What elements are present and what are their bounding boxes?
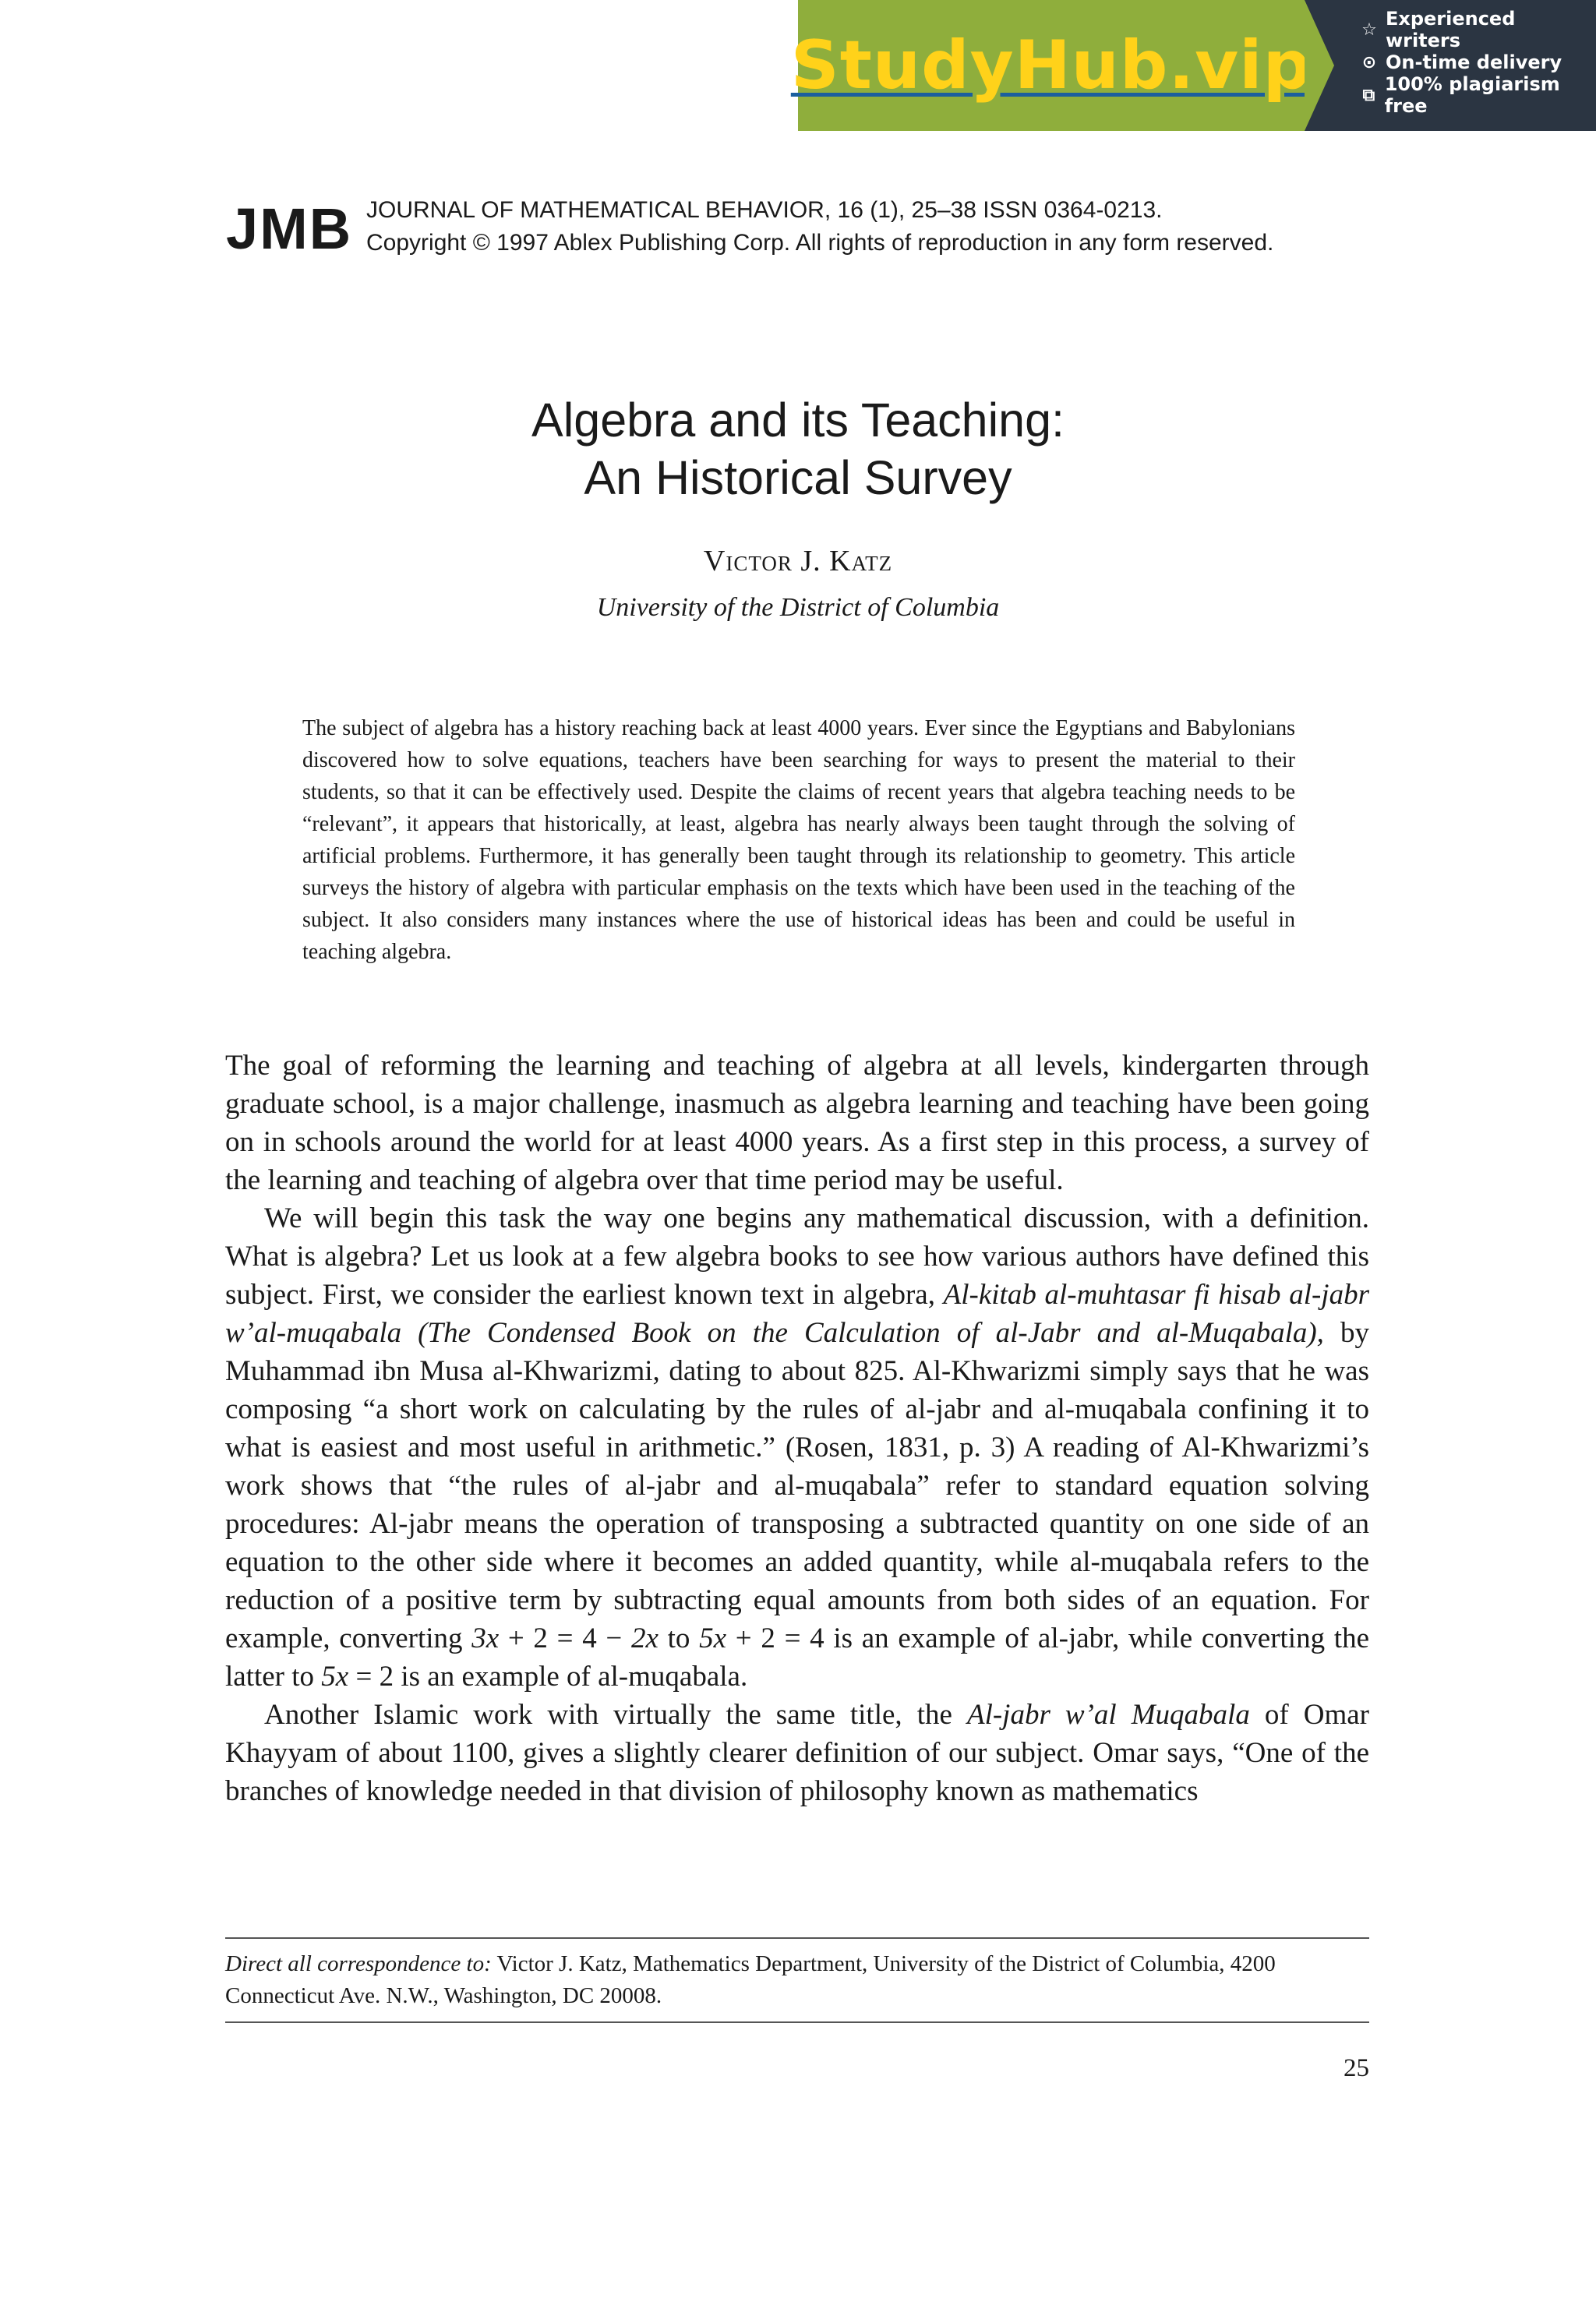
footnote-text: Victor J. Katz, Mathematics Department, University of the District of Columbia, 4200 Connecticut Ave. N.W., Washington, DC 20008. — [225, 1951, 1276, 2008]
banner-feature-plagiarism — [1361, 73, 1596, 117]
article-title-line-1: Algebra and its Teaching: — [531, 394, 1065, 447]
footnote-divider-top — [225, 1937, 1369, 1939]
footnote-divider-bottom — [225, 2021, 1369, 2023]
text-run: Another Islamic work with virtually the same title, the — [264, 1699, 967, 1731]
body-paragraph — [225, 1696, 1369, 1810]
footnote-lead: Direct all correspondence to: — [225, 1951, 492, 1976]
book-title: Al-kitab al-muhtasar fi hisab al-jabr w’al-muqabala (The Condensed Book on the Calculation of al-Jabr and al-Muqabala), — [225, 1279, 1369, 1349]
copy-icon: ⧉ — [1362, 85, 1375, 105]
author-affiliation: University of the District of Columbia — [596, 593, 1000, 622]
math-term: 3x — [471, 1622, 500, 1654]
banner-feature-delivery — [1361, 50, 1596, 75]
banner-feature-label: 100% plagiarism free — [1384, 73, 1560, 117]
text-run: of Omar Khayyam of about 1100, gives a slightly clearer definition of our subject. Omar says, “One of the branches of knowledge needed in that division of philosophy known as mathematics — [225, 1699, 1369, 1807]
star-outline-icon: ☆ — [1361, 19, 1377, 40]
brand-name: StudyHub.vip — [790, 26, 1312, 104]
article-body — [225, 1047, 1369, 1810]
math-term: 2x — [631, 1622, 659, 1654]
correspondence-footnote — [225, 1948, 1369, 2012]
text-run: + 2 = 4 is an example of al-jabr, while converting the latter to — [225, 1622, 1369, 1693]
body-paragraph: The goal of reforming the learning and teaching of algebra at all levels, kindergarten through graduate school, is a major challenge, inasmuch as algebra learning and teaching have been going on in schools around the world for at least 4000 years. As a first step in this process, a survey of the learning and teaching of algebra over that time period may be useful. — [225, 1050, 1369, 1196]
banner-feature-label: On-time delivery — [1386, 51, 1562, 73]
page-number: 25 — [1344, 2054, 1369, 2082]
banner-feature-writers — [1361, 8, 1596, 51]
book-title: Al-jabr w’al Muqabala — [966, 1699, 1250, 1731]
text-run: + 2 = 4 − — [499, 1622, 631, 1654]
journal-citation: JOURNAL OF MATHEMATICAL BEHAVIOR, 16 (1), 25–38 ISSN 0364-0213. — [366, 197, 1163, 223]
brand-logo[interactable] — [790, 0, 1312, 131]
text-run: to — [658, 1622, 700, 1654]
promo-banner[interactable] — [790, 0, 1596, 131]
text-run: = 2 is an example of al-muqabala. — [348, 1661, 748, 1693]
body-paragraph — [225, 1199, 1369, 1696]
banner-feature-label: Experienced writers — [1385, 8, 1516, 51]
text-run: We will begin this task the way one begins any mathematical discussion, with a definition. What is algebra? Let us look at a few algebra books to see how various authors have defined this subject. First, we consider the earliest known text in algebra, — [225, 1202, 1369, 1311]
journal-logo: JMB — [226, 196, 353, 261]
math-term: 5x — [321, 1661, 349, 1693]
abstract: The subject of algebra has a history reaching back at least 4000 years. Ever since the Egyptians and Babylonians discovered how to solve equations, teachers have been searching for ways to present the material to their students, so that it can be effectively used. Despite the claims of recent years that algebra teaching needs to be “relevant”, it appears that historically, at least, algebra has nearly always been taught through the solving of artificial problems. Furthermore, it has generally been taught through its relationship to geometry. This article surveys the history of algebra with particular emphasis on the texts which have been used in the teaching of the subject. It also considers many instances where the use of historical ideas has been and could be useful in teaching algebra. — [302, 716, 1295, 964]
clock-icon: ⊙ — [1361, 52, 1377, 72]
banner-features — [1305, 0, 1596, 131]
math-term: 5x — [699, 1622, 727, 1654]
article-author: Victor J. Katz — [703, 545, 893, 577]
text-run: by Muhammad ibn Musa al-Khwarizmi, dating to about 825. Al-Khwarizmi simply says that he was composing “a short work on calculating by the rules of al-jabr and al-muqabala confining it to what is easiest and most useful in arithmetic.” (Rosen, 1831, p. 3) A reading of Al-Khwarizmi’s work shows that “the rules of al-jabr and al-muqabala” refer to standard equation solving procedures: Al-jabr means the operation of transposing a subtracted quantity on one side of an equation to the other side where it becomes an added quantity, while al-muqabala refers to the reduction of a positive term by subtracting equal amounts from both sides of an equation. For example, converting — [225, 1317, 1369, 1654]
article-title-line-2: An Historical Survey — [584, 451, 1012, 504]
journal-copyright: Copyright © 1997 Ablex Publishing Corp. All rights of reproduction in any form reserved. — [366, 230, 1274, 256]
